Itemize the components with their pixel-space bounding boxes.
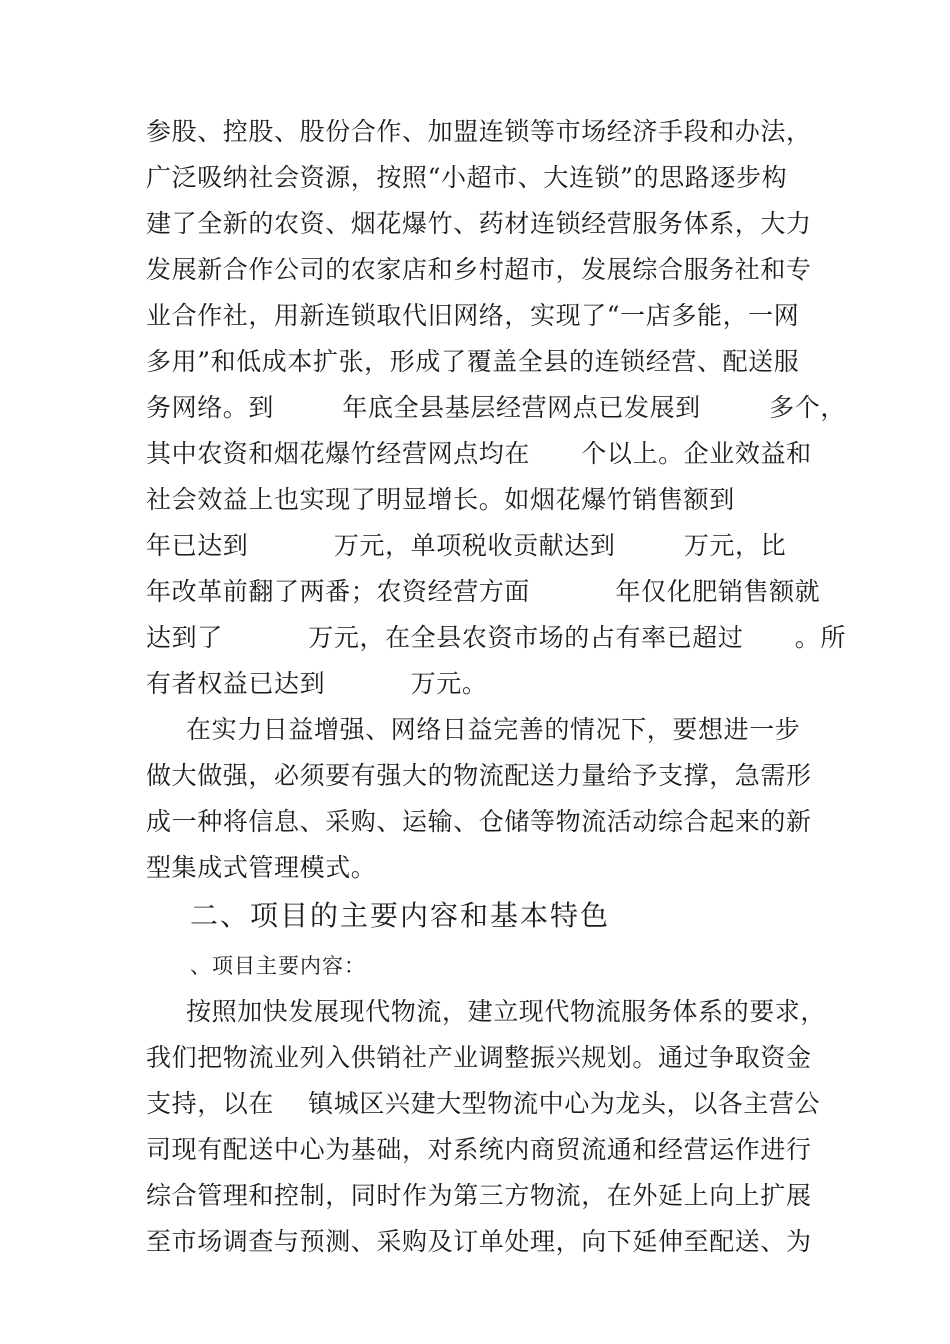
text-line: 发展新合作公司的农家店和乡村超市，发展综合服务社和专 bbox=[146, 255, 812, 284]
text-line: 务网络。到 年底全县基层经营网点已发展到 多个， bbox=[146, 393, 846, 422]
section-heading: 二、项目的主要内容和基本特色 bbox=[190, 899, 611, 932]
text-line: 多用”和低成本扩张，形成了覆盖全县的连锁经营、配送服 bbox=[146, 347, 800, 376]
text-line: 做大做强，必须要有强大的物流配送力量给予支撑，急需形 bbox=[146, 761, 812, 790]
text-line: 司现有配送中心为基础，对系统内商贸流通和经营运作进行 bbox=[146, 1135, 812, 1164]
text-line: 支持，以在 镇城区兴建大型物流中心为龙头，以各主营公 bbox=[146, 1089, 821, 1118]
text-line: 参股、控股、股份合作、加盟连锁等市场经济手段和办法， bbox=[146, 117, 812, 146]
text-line: 按照加快发展现代物流，建立现代物流服务体系的要求， bbox=[186, 997, 827, 1026]
text-line: 我们把物流业列入供销社产业调整振兴规划。通过争取资金 bbox=[146, 1043, 812, 1072]
text-line: 达到了 万元，在全县农资市场的占有率已超过 。所 bbox=[146, 623, 846, 652]
text-line: 在实力日益增强、网络日益完善的情况下，要想进一步 bbox=[186, 715, 801, 744]
text-line: 广泛吸纳社会资源，按照“小超市、大连锁”的思路逐步构 bbox=[146, 163, 788, 192]
text-line: 有者权益已达到 万元。 bbox=[146, 669, 488, 698]
text-line: 综合管理和控制，同时作为第三方物流，在外延上向上扩展 bbox=[146, 1181, 812, 1210]
text-line: 其中农资和烟花爆竹经营网点均在 个以上。企业效益和 bbox=[146, 439, 812, 468]
text-line: 成一种将信息、采购、运输、仓储等物流活动综合起来的新 bbox=[146, 807, 812, 836]
text-line: 业合作社，用新连锁取代旧网络，实现了“一店多能，一网 bbox=[146, 301, 800, 330]
sub-heading: 、项目主要内容： bbox=[190, 954, 366, 978]
text-line: 社会效益上也实现了明显增长。如烟花爆竹销售额到 bbox=[146, 485, 735, 514]
text-line: 年改革前翻了两番；农资经营方面 年仅化肥销售额就 bbox=[146, 577, 821, 606]
text-line: 建了全新的农资、烟花爆竹、药材连锁经营服务体系，大力 bbox=[146, 209, 812, 238]
text-line: 型集成式管理模式。 bbox=[146, 853, 377, 882]
text-line: 年已达到 万元，单项税收贡献达到 万元，比 bbox=[146, 531, 787, 560]
text-line: 至市场调查与预测、采购及订单处理，向下延伸至配送、为 bbox=[146, 1227, 812, 1256]
